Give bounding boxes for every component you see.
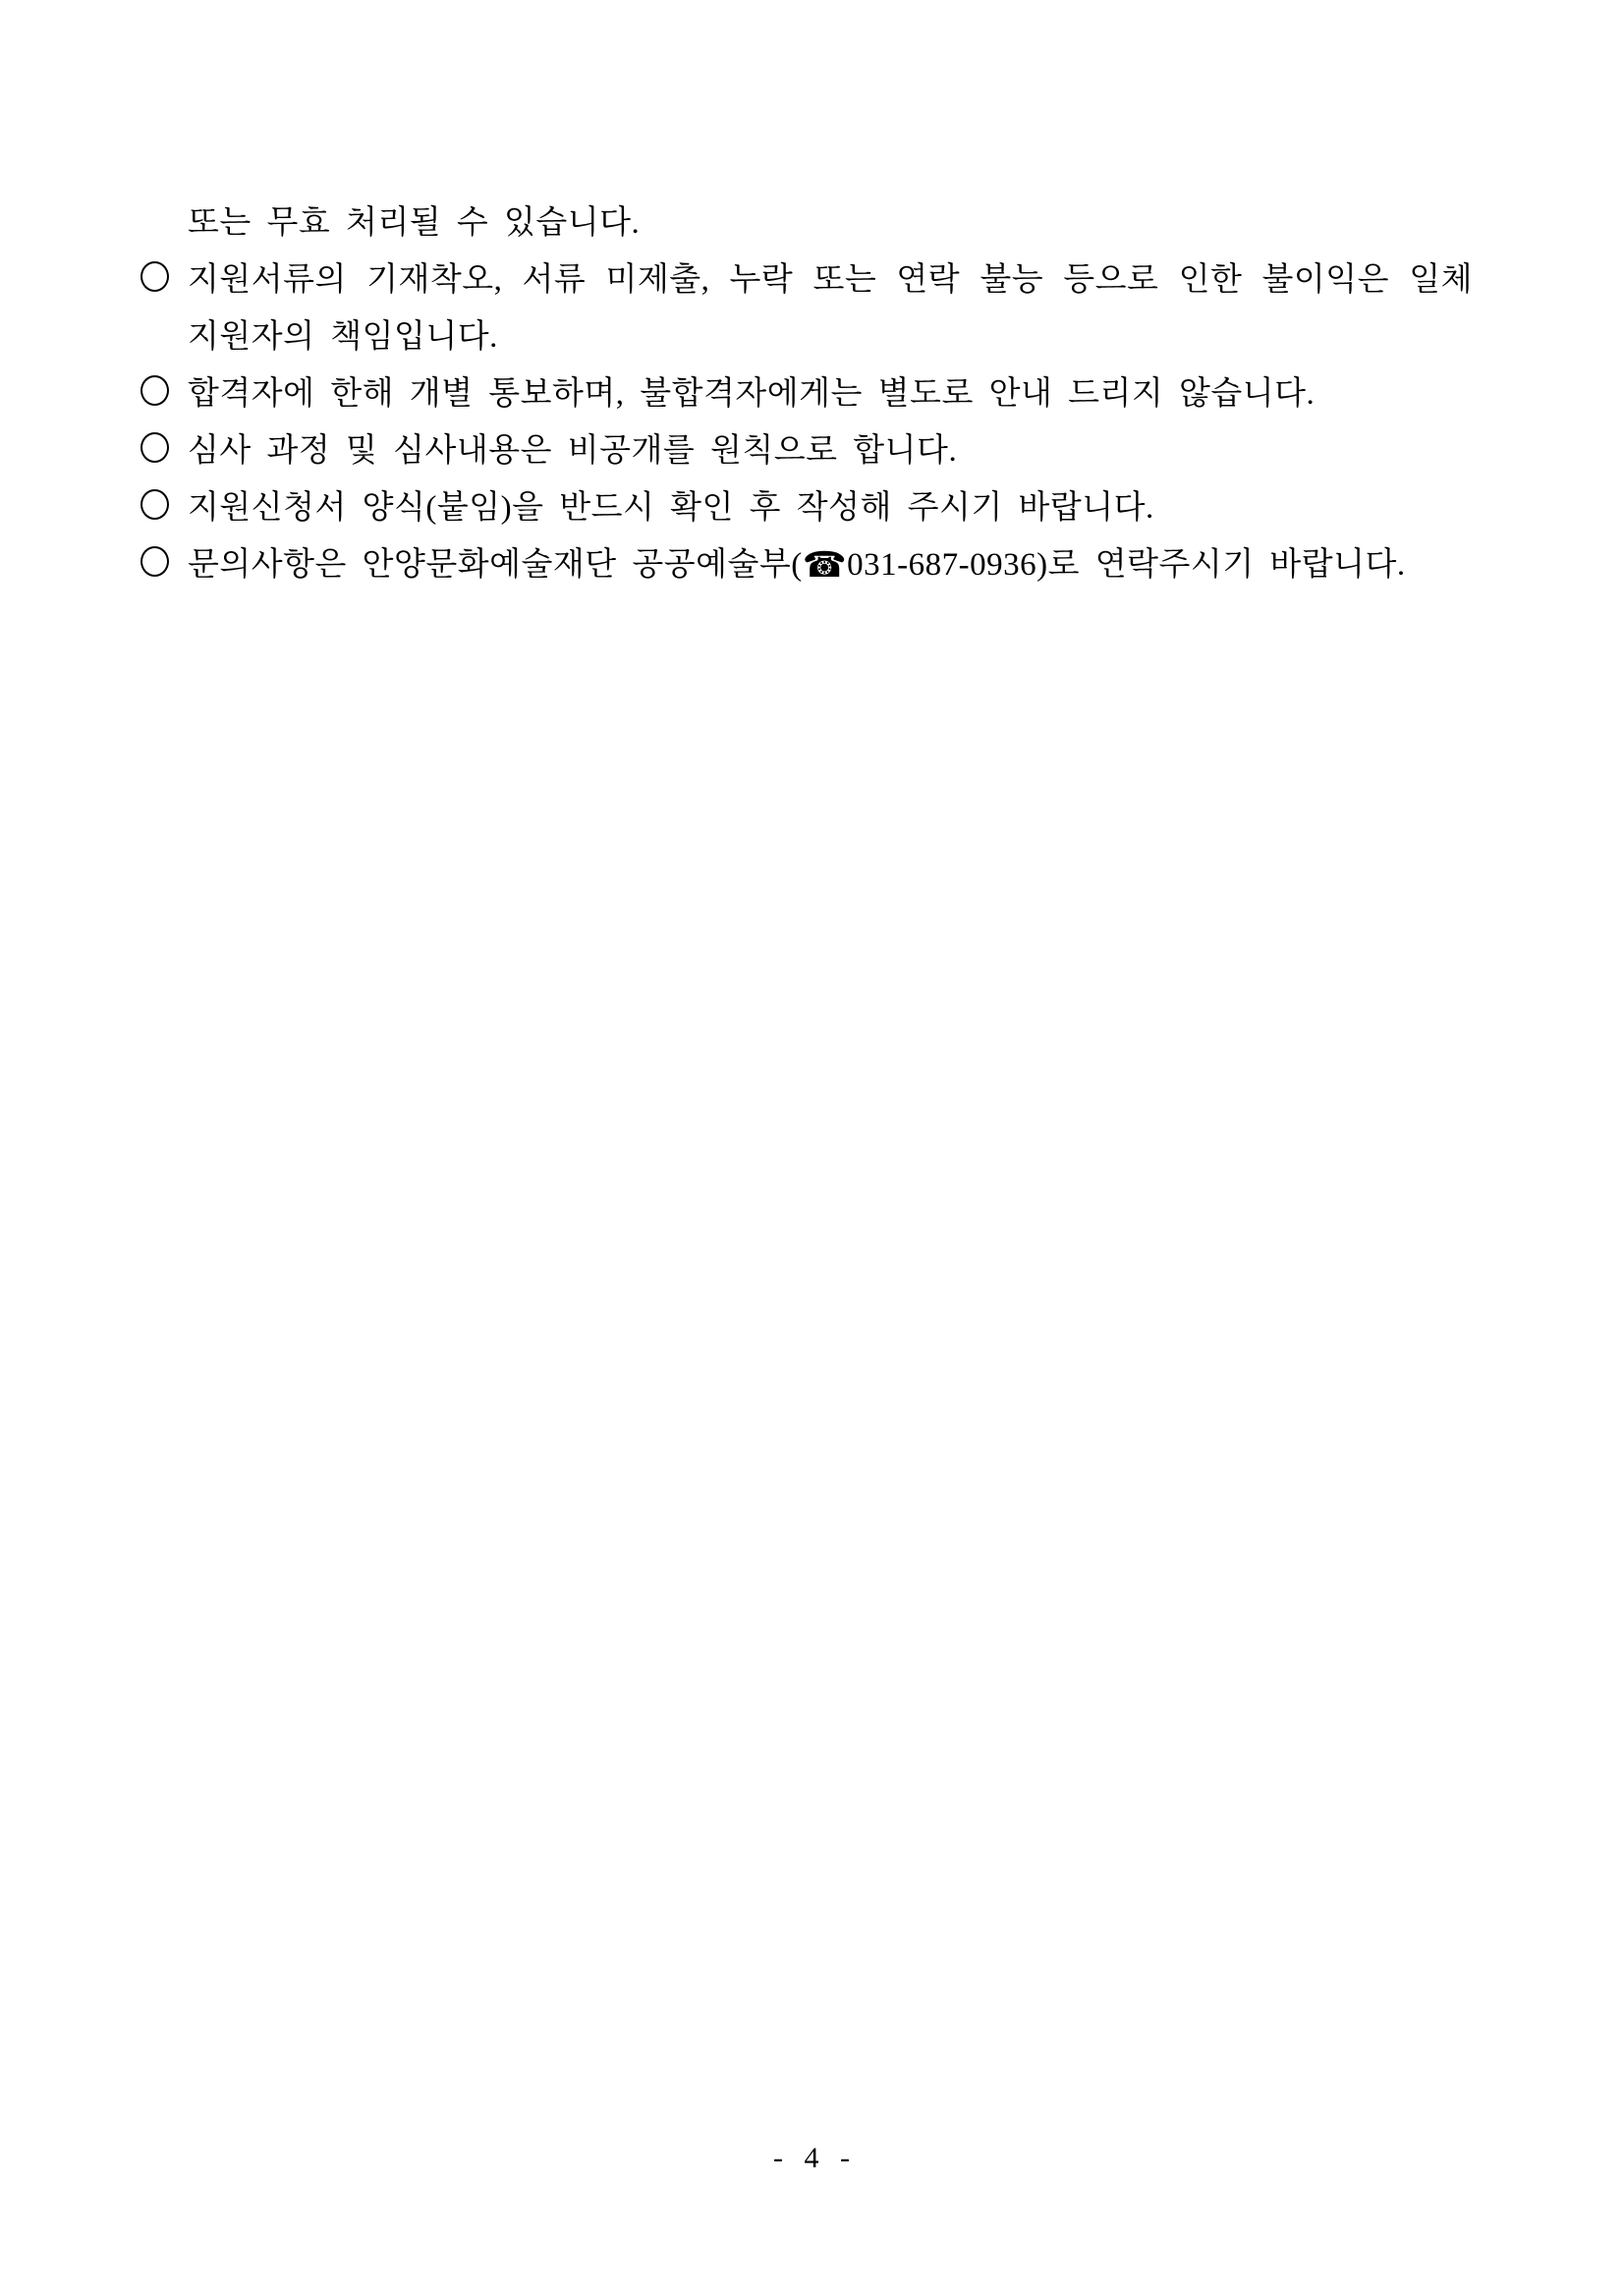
bullet-item [140,248,1473,305]
document-body [140,191,1473,589]
bullet-item [140,419,1473,476]
bullet-item [140,362,1473,419]
line-text: 합격자에 한해 개별 통보하며, 불합격자에게는 별도로 안내 드리지 않습니다. [188,375,1316,412]
bullet-spacer [140,318,169,349]
bullet-item-contact [140,532,1473,589]
page-number: - 4 - [773,2142,851,2174]
line-text: 또는 무효 처리될 수 있습니다. [188,204,641,241]
bullet-circle-icon [140,261,169,292]
bullet-item-wrapped-line [140,305,1473,362]
line-text: 지원서류의 기재착오, 서류 미제출, 누락 또는 연락 불능 등으로 인한 불이익은 일체 [188,261,1473,298]
bullet-circle-icon [140,432,169,463]
bullet-spacer [140,204,169,235]
contact-text-before: 문의사항은 안양문화예술재단 공공예술부( [188,546,803,583]
bullet-circle-icon [140,489,169,520]
bullet-circle-icon [140,375,169,406]
line-text: 지원자의 책임입니다. [188,318,498,355]
bullet-circle-icon [140,546,169,577]
line-text: 심사 과정 및 심사내용은 비공개를 원칙으로 합니다. [188,432,958,469]
telephone-icon: ☎ [802,544,848,586]
line-text: 지원신청서 양식(붙임)을 반드시 확인 후 작성해 주시기 바랍니다. [188,489,1154,526]
line-text [188,538,1473,585]
continuation-line [140,191,1473,248]
contact-text-after: 031-687-0936)로 연락주시기 바랍니다. [847,546,1406,583]
bullet-item [140,476,1473,532]
